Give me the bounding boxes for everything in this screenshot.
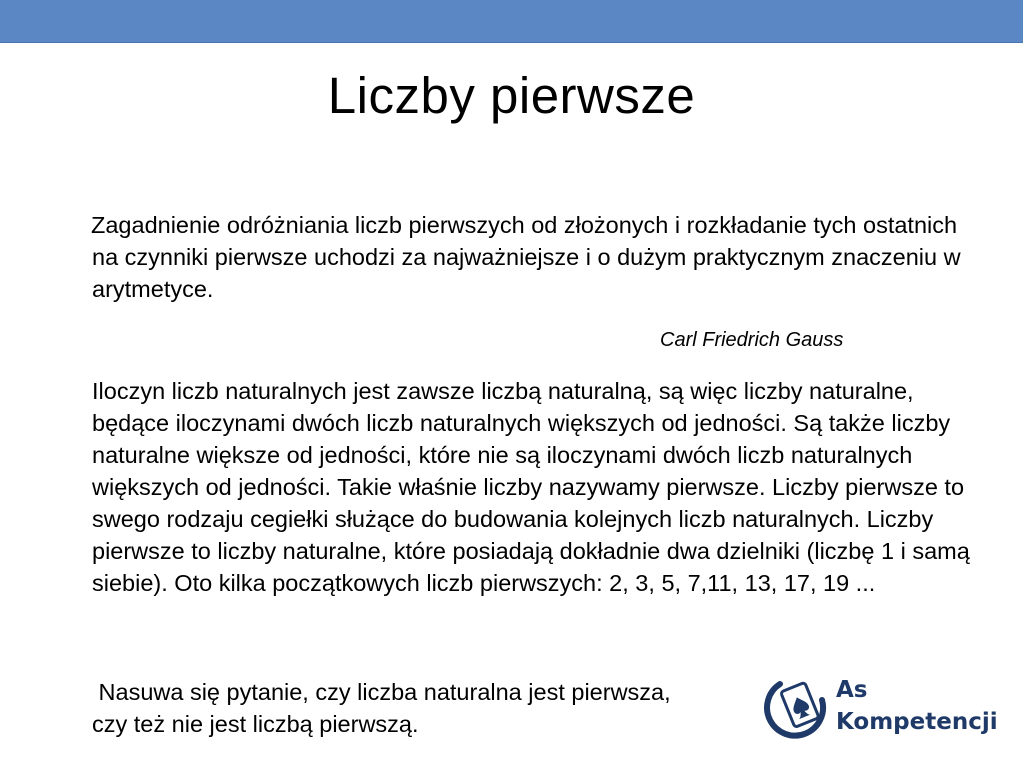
gauss-quote: Zagadnienie odróżniania liczb pierwszych od złożonych i rozkładanie tych ostatnich na czynniki pierwsze uchodzi za najważniejsze i o dużym praktycznym znaczeniu w arytmetyce. bbox=[91, 212, 961, 302]
card-spade-icon bbox=[764, 670, 830, 746]
question-text: Nasuwa się pytanie, czy liczba naturalna jest pierwsza, czy też nie jest liczbą pierwszą. bbox=[92, 679, 678, 737]
slide-title: Liczby pierwsze bbox=[327, 67, 696, 124]
logo-text-line2: Kompetencji bbox=[836, 709, 998, 735]
as-kompetencji-logo bbox=[764, 670, 998, 746]
prime-definition-paragraph: Iloczyn liczb naturalnych jest zawsze liczbą naturalną, są więc liczby naturalne, będące iloczynami dwóch liczb naturalnych większych od jedności. Są także liczby naturalne większe od jedności, które nie są iloczynami dwóch liczb naturalnych większych od jedności. Takie właśnie liczby nazywamy pierwsze. Liczby pierwsze to swego rodzaju cegiełki służące do budowania kolejnych liczb naturalnych. Liczby pierwsze to liczby naturalne, które posiadają dokładnie dwa dzielniki (liczbę 1 i samą siebie). Oto kilka początkowych liczb pierwszych: 2, 3, 5, 7,11, 13, 17, 19 ... bbox=[92, 378, 970, 596]
top-bar bbox=[0, 0, 1023, 43]
quote-author: Carl Friedrich Gauss bbox=[660, 329, 844, 351]
logo-text-line1: As bbox=[836, 677, 868, 703]
